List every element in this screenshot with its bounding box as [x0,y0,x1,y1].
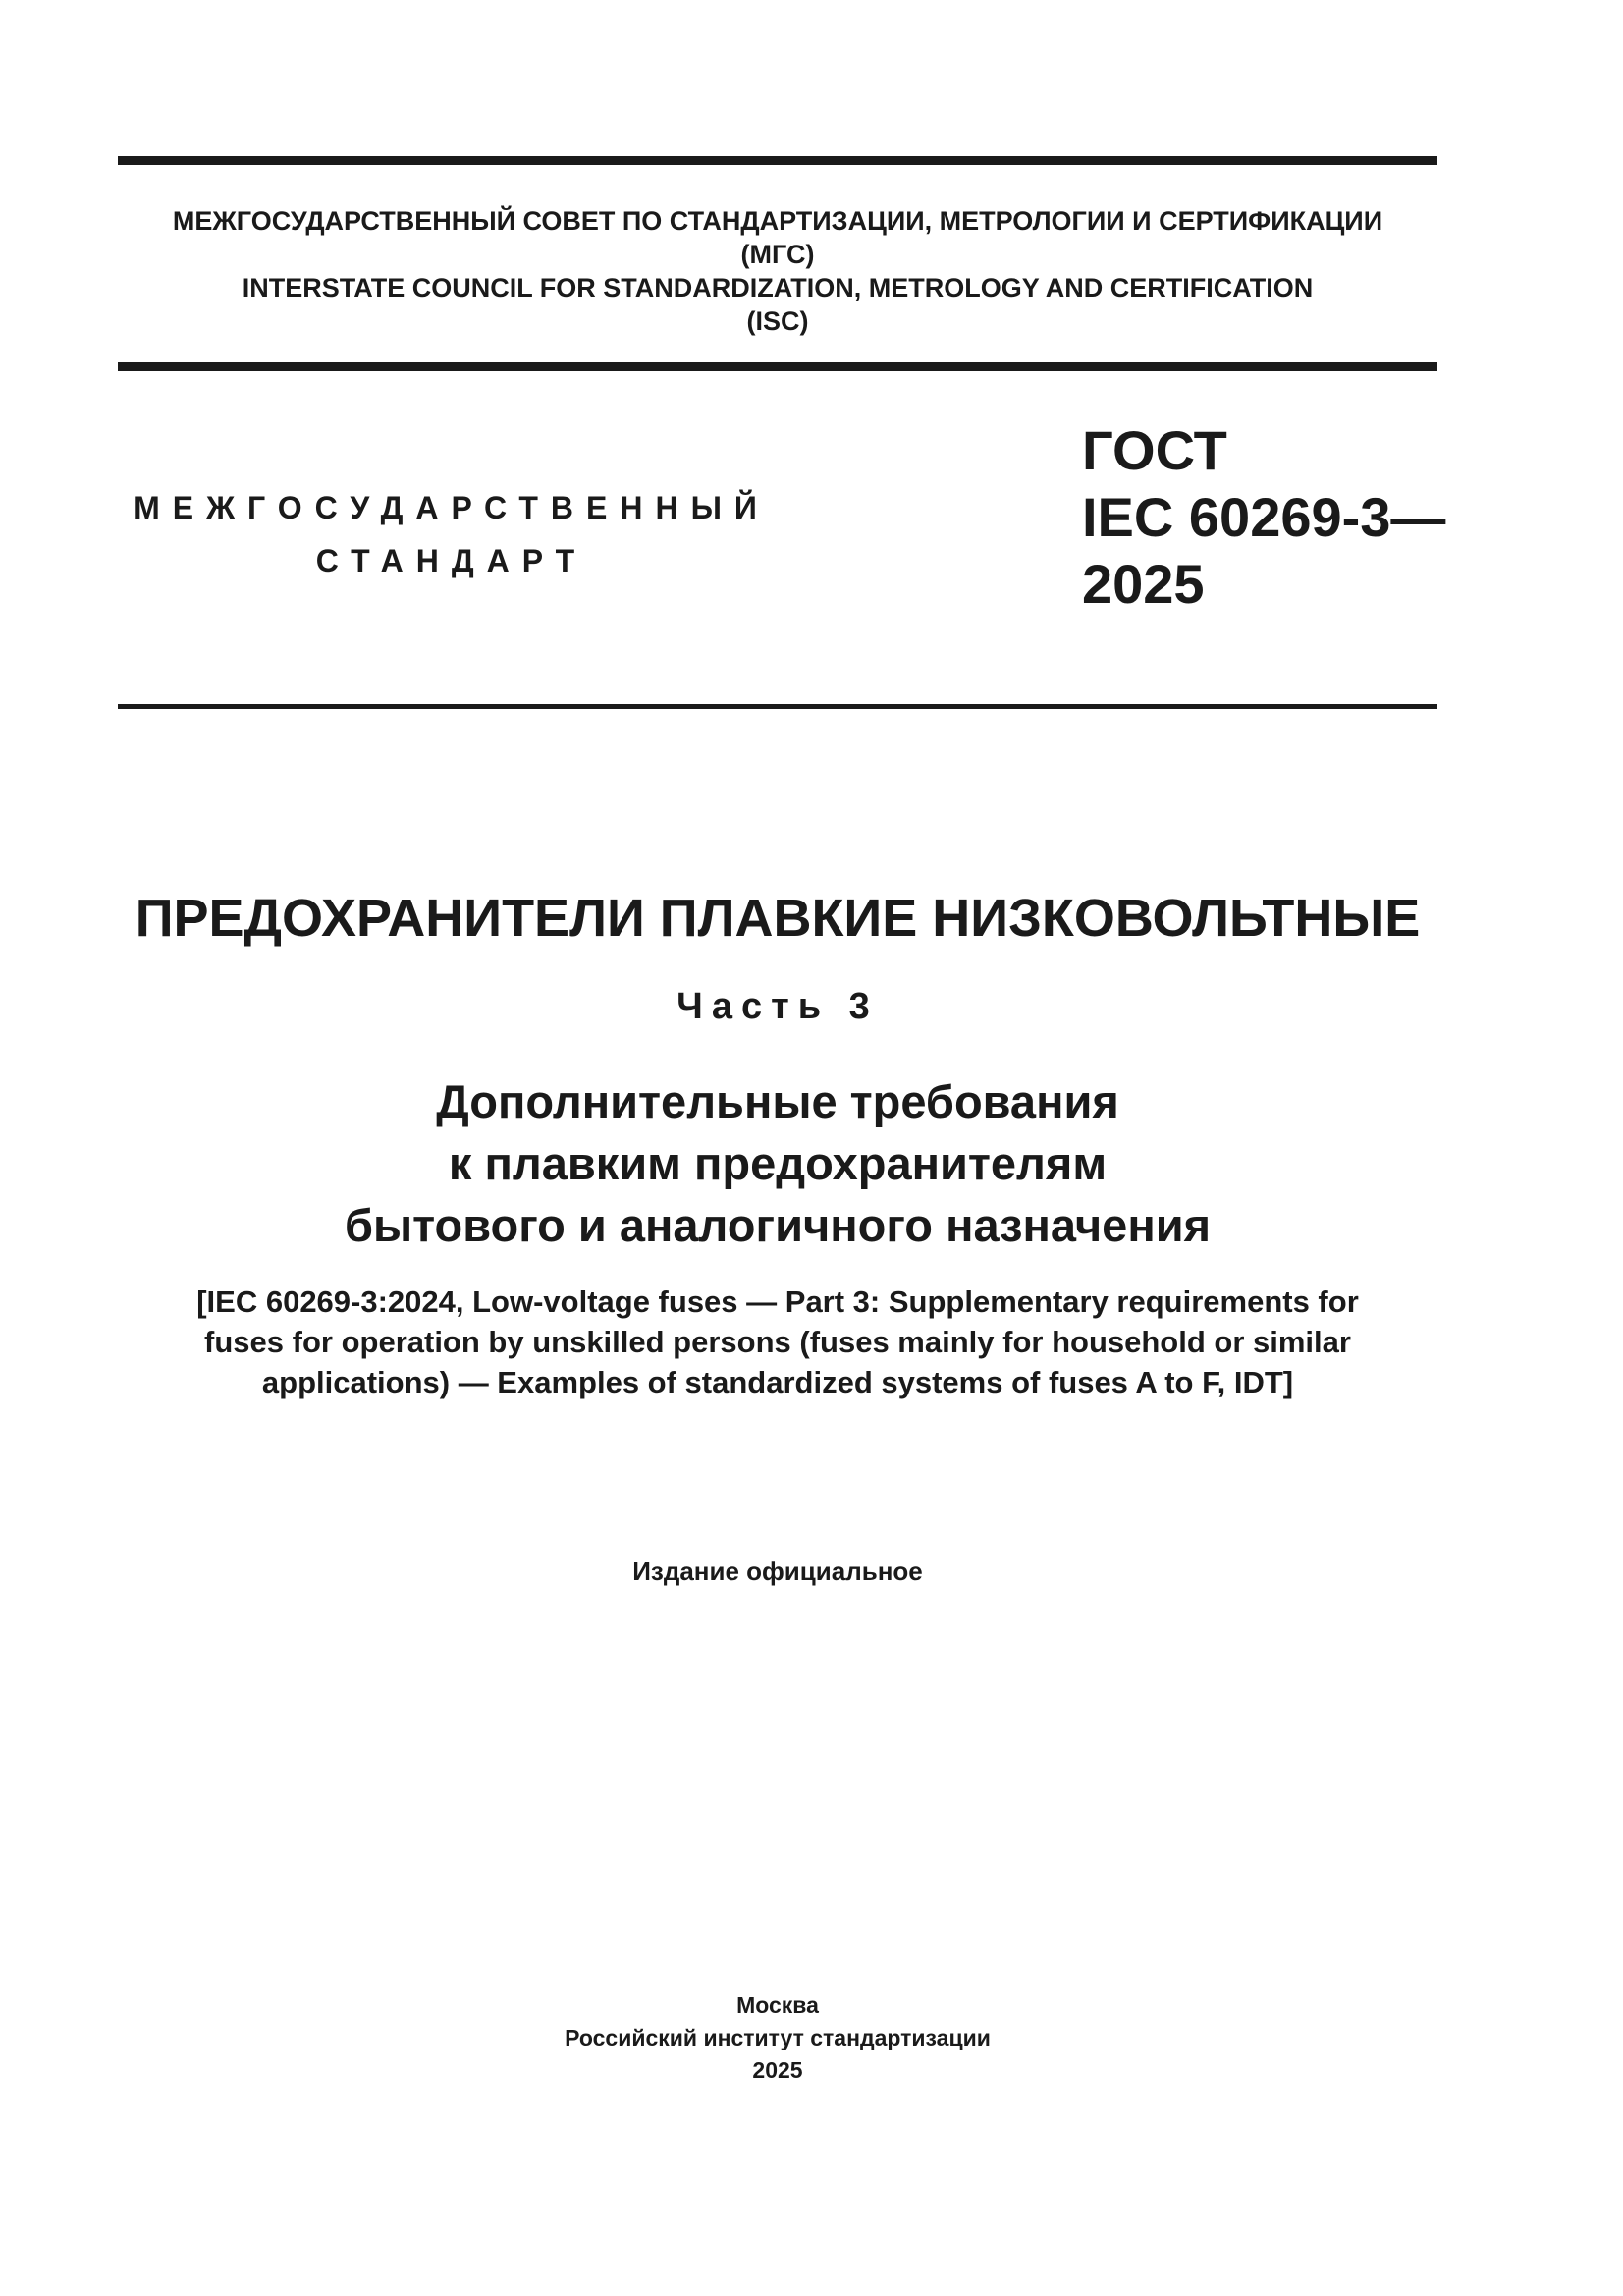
top-rule [118,156,1437,165]
standard-type [118,481,785,587]
council-header [118,204,1437,338]
bottom-rule [118,704,1437,709]
subtitle-line3: бытового и аналогичного назначения [344,1199,1212,1251]
iec-reference-line2: fuses for operation by unskilled persons (fuses mainly for household or similar [204,1325,1351,1359]
designation-gost: ГОСТ [1082,419,1227,481]
council-name-ru: МЕЖГОСУДАРСТВЕННЫЙ СОВЕТ ПО СТАНДАРТИЗАЦИИ, МЕТРОЛОГИИ И СЕРТИФИКАЦИИ [172,206,1383,236]
publisher-city: Москва [736,1993,819,2018]
council-abbr-en: (ISC) [746,306,809,336]
council-name-en: INTERSTATE COUNCIL FOR STANDARDIZATION, METROLOGY AND CERTIFICATION [242,273,1314,302]
council-abbr-ru: (МГС) [740,240,815,269]
document-subtitle [118,1070,1437,1256]
standard-type-line1: МЕЖГОСУДАРСТВЕННЫЙ [134,490,770,525]
subtitle-line2: к плавким предохранителям [448,1137,1108,1189]
publisher-name: Российский институт стандартизации [565,2025,991,2050]
subtitle-line1: Дополнительные требования [436,1075,1119,1127]
designation-year: 2025 [1082,553,1205,615]
part-number: Часть 3 [676,986,879,1027]
iec-reference-line3: applications) — Examples of standardized systems of fuses A to F, IDT] [261,1365,1294,1399]
standard-designation [1082,417,1445,618]
publisher-year: 2025 [752,2057,803,2083]
document-title: ПРЕДОХРАНИТЕЛИ ПЛАВКИЕ НИЗКОВОЛЬТНЫЕ [135,889,1421,948]
designation-number: IEC 60269-3— [1082,486,1446,548]
publisher-block [118,1990,1437,2087]
iec-reference-line1: [IEC 60269-3:2024, Low-voltage fuses — Part 3: Supplementary requirements for [196,1285,1359,1319]
iec-reference [118,1282,1437,1402]
standard-type-line2: СТАНДАРТ [315,543,588,578]
middle-rule [118,362,1437,371]
edition-label: Издание официальное [632,1557,923,1586]
